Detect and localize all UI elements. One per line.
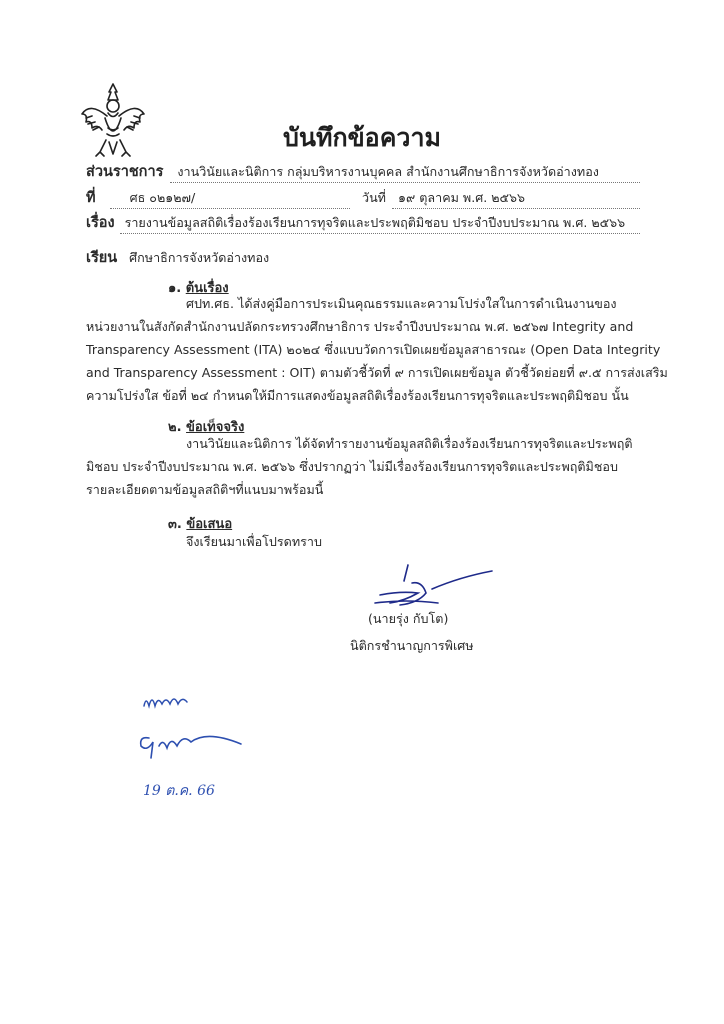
date-row [362, 189, 525, 207]
handwritten-date: 19 ต.ค. 66 [143, 783, 215, 799]
signatory-name: (นายรุ่ง กับโต) [368, 611, 449, 626]
section-title: ข้อเท็จจริง [186, 420, 245, 435]
department-row [86, 163, 599, 181]
reference-row [86, 189, 195, 207]
subject-row [86, 214, 625, 232]
section-number: ๒. [168, 420, 182, 435]
paragraph-line: หน่วยงานในสังกัดสำนักงานปลัดกระทรวงศึกษาธิการ ประจำปีงบประมาณ พ.ศ. ๒๕๖๗ Integrity and [86, 319, 634, 334]
signatory-position: นิติกรชำนาญการพิเศษ [350, 638, 474, 653]
department-value: งานวินัยและนิติการ กลุ่มบริหารงานบุคคล สำนักงานศึกษาธิการจังหวัดอ่างทอง [177, 164, 599, 179]
reference-value: ศธ ๐๒๑๒๗/ [129, 190, 196, 205]
reference-label: ที่ [86, 190, 96, 206]
paragraph-line: ศปท.ศธ. ได้ส่งคู่มือการประเมินคุณธรรมและความโปร่งใสในการดำเนินงานของ [186, 296, 617, 311]
date-underline [392, 208, 640, 209]
paragraph-line: and Transparency Assessment : OIT) ตามตัวชี้วัดที่ ๙ การเปิดเผยข้อมูล ตัวชี้วัดย่อยที่ ๙.๕ การส่งเสริม [86, 365, 668, 380]
memo-title: บันทึกข้อความ [283, 123, 441, 152]
section-title: ข้อเสนอ [186, 517, 233, 532]
recipient-row [86, 249, 269, 267]
paragraph-line: มิชอบ ประจำปีงบประมาณ พ.ศ. ๒๕๖๖ ซึ่งปรากฏว่า ไม่มีเรื่องร้องเรียนการทุจริตและประพฤติมิชอบ [86, 459, 618, 474]
recipient-label: เรียน [86, 250, 118, 266]
closing-line: จึงเรียนมาเพื่อโปรดทราบ [186, 534, 322, 549]
subject-value: รายงานข้อมูลสถิติเรื่องร้องเรียนการทุจริตและประพฤติมิชอบ ประจำปีงบประมาณ พ.ศ. ๒๕๖๖ [124, 215, 626, 230]
handwritten-note-icon [140, 688, 192, 712]
recipient-value: ศึกษาธิการจังหวัดอ่างทอง [129, 250, 270, 265]
handwritten-initials-icon [135, 718, 247, 762]
subject-underline [120, 233, 640, 234]
paragraph-line: งานวินัยและนิติการ ได้จัดทำรายงานข้อมูลสถิติเรื่องร้องเรียนการทุจริตและประพฤติ [186, 436, 633, 451]
date-label: วันที่ [362, 190, 386, 205]
subject-label: เรื่อง [86, 215, 115, 231]
reference-underline [110, 208, 350, 209]
section-title: ต้นเรื่อง [185, 281, 229, 296]
paragraph-line: รายละเอียดตามข้อมูลสถิติฯที่แนบมาพร้อมนี้ [86, 482, 324, 497]
section-number: ๓. [168, 517, 182, 532]
section-number: ๑. [168, 281, 182, 296]
date-value: ๑๙ ตุลาคม พ.ศ. ๒๕๖๖ [398, 190, 526, 205]
department-underline [170, 182, 640, 183]
department-label: ส่วนราชการ [86, 164, 164, 180]
paragraph-line: ความโปร่งใส ข้อที่ ๒๔ กำหนดให้มีการแสดงข้อมูลสถิติเรื่องร้องเรียนการทุจริตและประพฤติมิชอบ นั้น [86, 388, 629, 403]
paragraph-line: Transparency Assessment (ITA) ๒๐๒๔ ซึ่งแบบวัดการเปิดเผยข้อมูลสาธารณะ (Open Data Integrity [86, 342, 661, 357]
